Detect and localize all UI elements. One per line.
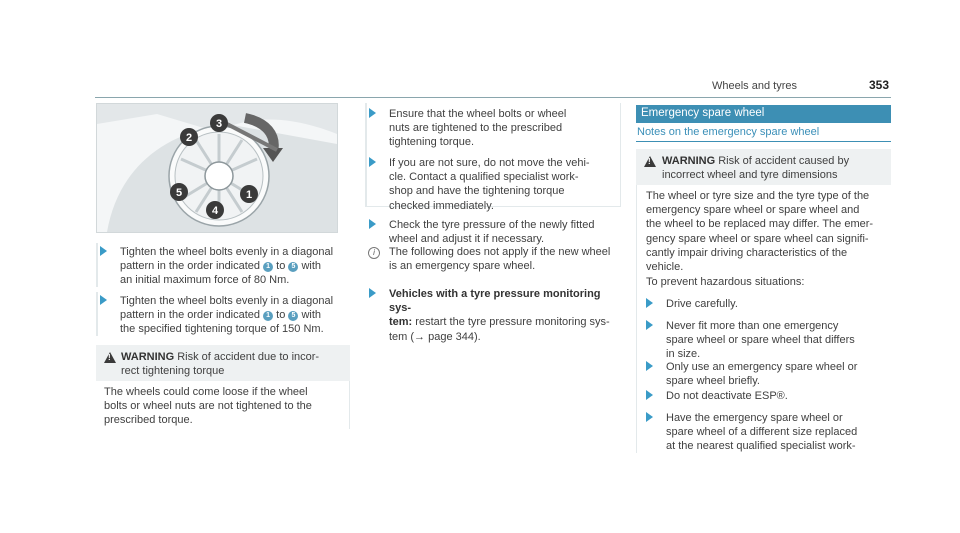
- arrow-icon: [646, 390, 653, 400]
- warning-heading: WARNING Risk of accident caused by incorrect wheel and tyre dimensions: [662, 155, 850, 181]
- info-icon: i: [368, 247, 380, 259]
- arrow-icon: [369, 219, 376, 229]
- arrow-icon: [369, 157, 376, 167]
- number-5-icon: 5: [288, 311, 298, 321]
- arrow-icon: [646, 412, 653, 422]
- bullet-bar: [96, 292, 98, 336]
- info-note: The following does not apply if the new wheel is an emergency spare wheel.: [389, 246, 611, 273]
- step-if-not-sure: If you are not sure, do not move the vehi- cle. Contact a qualified specialist work- shop and have the tightening torque checked immediately.: [389, 156, 617, 213]
- step-restart-monitoring: Vehicles with a tyre pressure monitoring sys- tem: restart the tyre pressure monitoring sys- tem (→ page 344).: [389, 287, 621, 344]
- warning-icon: [644, 156, 656, 167]
- bullet-bar: [365, 103, 367, 207]
- number-1-icon: 1: [263, 262, 273, 272]
- page-number: 353: [869, 78, 890, 92]
- tip-use-briefly: Only use an emergency spare wheel or spare wheel briefly.: [666, 360, 888, 388]
- callout-5: 5: [175, 187, 183, 199]
- warning-heading: WARNING Risk of accident due to incor- rect tightening torque: [121, 351, 320, 377]
- tip-esp: Do not deactivate ESP®.: [666, 389, 888, 403]
- arrow-icon: [100, 246, 107, 256]
- subsection-rule: [636, 141, 891, 142]
- section-title: Emergency spare wheel: [641, 107, 765, 119]
- running-header: Wheels and tyres: [712, 80, 797, 92]
- callout-1: 1: [245, 189, 253, 201]
- callout-2: 2: [185, 132, 193, 144]
- arrow-icon: [646, 298, 653, 308]
- step-tighten-initial: Tighten the wheel bolts evenly in a diagonal pattern in the order indicated 1 to 5 with an initial maximum force of 80 Nm.: [120, 245, 350, 288]
- step-check-pressure: Check the tyre pressure of the newly fitted wheel and adjust it if necessary.: [389, 218, 621, 246]
- box-side-rule: [620, 103, 621, 207]
- number-5-icon: 5: [288, 262, 298, 272]
- tip-drive-carefully: Drive carefully.: [666, 297, 888, 311]
- arrow-icon: [369, 108, 376, 118]
- warning-side-rule: [636, 185, 637, 453]
- tip-replace-spare: Have the emergency spare wheel or spare wheel of a different size replaced at the nearest qualified specialist work-: [666, 411, 888, 454]
- prevent-intro: To prevent hazardous situations:: [646, 276, 805, 288]
- arrow-icon: [646, 361, 653, 371]
- step-ensure-tightened: Ensure that the wheel bolts or wheel nuts are tightened to the prescribed tightening torque.: [389, 107, 617, 150]
- arrow-icon: [369, 288, 376, 298]
- header-rule: [95, 97, 891, 98]
- warning-body: The wheel or tyre size and the tyre type of the emergency spare wheel or spare wheel and the wheel to be replaced may differ. The emer- gency spare wheel or spare wheel can signifi- cantly impair driving characteristics of the vehicle.: [646, 190, 874, 274]
- tip-one-spare-wheel: Never fit more than one emergency spare wheel or spare wheel that differs in size.: [666, 319, 888, 362]
- warning-icon: [104, 352, 116, 363]
- section-heading-band: [636, 105, 891, 123]
- warning-body: The wheels could come loose if the wheel bolts or wheel nuts are not tightened to the prescribed torque.: [104, 386, 312, 427]
- callout-4: 4: [211, 205, 219, 217]
- wheel-bolt-illustration: [96, 103, 338, 233]
- number-1-icon: 1: [263, 311, 273, 321]
- warning-side-rule: [349, 381, 350, 429]
- subsection-title: Notes on the emergency spare wheel: [637, 126, 820, 138]
- arrow-icon: [646, 320, 653, 330]
- step-tighten-final: Tighten the wheel bolts evenly in a diagonal pattern in the order indicated 1 to 5 with the specified tightening torque of 150 Nm.: [120, 294, 350, 337]
- bullet-bar: [96, 243, 98, 287]
- arrow-icon: [100, 295, 107, 305]
- callout-3: 3: [215, 118, 223, 130]
